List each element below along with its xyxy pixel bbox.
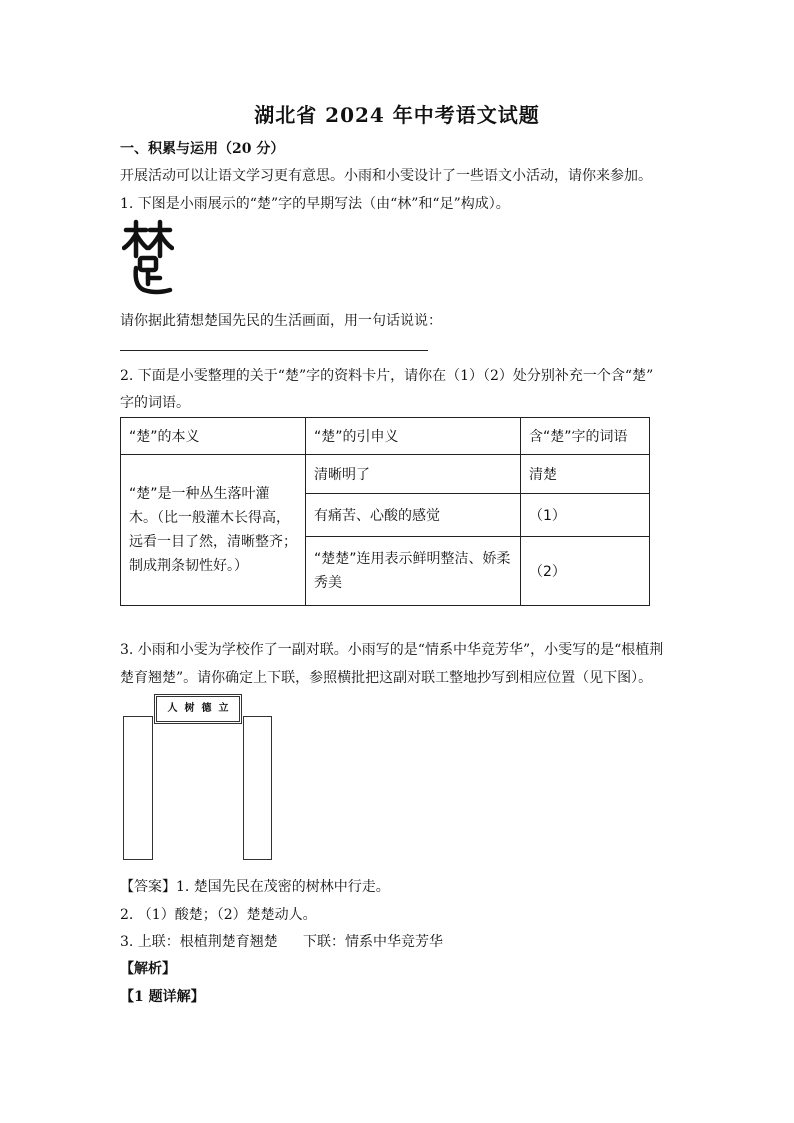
- analysis-heading: 【解析】: [120, 961, 176, 977]
- intro-text: 开展活动可以让语文学习更有意思。小雨和小雯设计了一些语文小活动，请你来参加。: [120, 168, 652, 184]
- extended-meaning-cell: 清晰明了: [306, 455, 521, 494]
- detail-heading: 【1 题详解】: [120, 989, 205, 1005]
- table-header-row: [121, 418, 650, 455]
- couplet-left-box[interactable]: [123, 716, 153, 860]
- header-extended-meaning: “楚”的引申义: [306, 418, 521, 455]
- answer-blank-line[interactable]: [120, 350, 428, 351]
- answer-2: 2. （1）酸楚；（2）楚楚动人。: [120, 907, 317, 923]
- question-2-line-1: 2. 下面是小雯整理的关于“楚”字的资料卡片，请你在（1）（2）处分别补充一个含“楚”: [120, 368, 654, 384]
- table-row: [121, 455, 650, 494]
- question-1: 1. 下图是小雨展示的“楚”字的早期写法（由“林”和“足”构成）。: [120, 196, 510, 212]
- question-3-line-2: 楚育翘楚”。请你确定上下联，参照横批把这副对联工整地抄写到相应位置（见下图）。: [120, 670, 653, 686]
- couplet-right-box[interactable]: [243, 716, 272, 860]
- question-2-line-2: 字的词语。: [120, 395, 190, 411]
- question-1-prompt: 请你据此猜想楚国先民的生活画面，用一句话说说：: [120, 313, 442, 329]
- page-title: 湖北省 2024 年中考语文试题: [254, 103, 540, 127]
- extended-meaning-cell: “楚楚”连用表示鲜明整洁、娇柔秀美: [306, 537, 521, 606]
- word-blank-2[interactable]: （2）: [521, 537, 650, 606]
- extended-meaning-cell: 有痛苦、心酸的感觉: [306, 494, 521, 537]
- word-cell: 清楚: [521, 455, 650, 494]
- original-meaning-cell: “楚”是一种丛生落叶灌木。（比一般灌木长得高，远看一目了然，清晰整齐；制成荆条韧性好。）: [121, 455, 306, 606]
- word-blank-1[interactable]: （1）: [521, 494, 650, 537]
- header-words: 含“楚”字的词语: [521, 418, 650, 455]
- header-original-meaning: “楚”的本义: [121, 418, 306, 455]
- chu-info-card-table: [120, 417, 650, 606]
- section-heading: 一、积累与运用（20 分）: [120, 141, 285, 157]
- answer-3-upper: 3. 上联：根植荆楚育翘楚: [120, 934, 278, 950]
- hengpi-text: 人树德立: [167, 703, 236, 714]
- chu-ancient-glyph-image: [122, 218, 174, 296]
- answer-1: 【答案】1. 楚国先民在茂密的树林中行走。: [120, 879, 390, 895]
- couplet-hengpi-box: [156, 696, 240, 722]
- answer-3-lower: 下联：情系中华竞芳华: [303, 934, 443, 950]
- question-3-line-1: 3. 小雨和小雯为学校作了一副对联。小雨写的是“情系中华竞芳华”，小雯写的是“根植荆: [120, 642, 664, 658]
